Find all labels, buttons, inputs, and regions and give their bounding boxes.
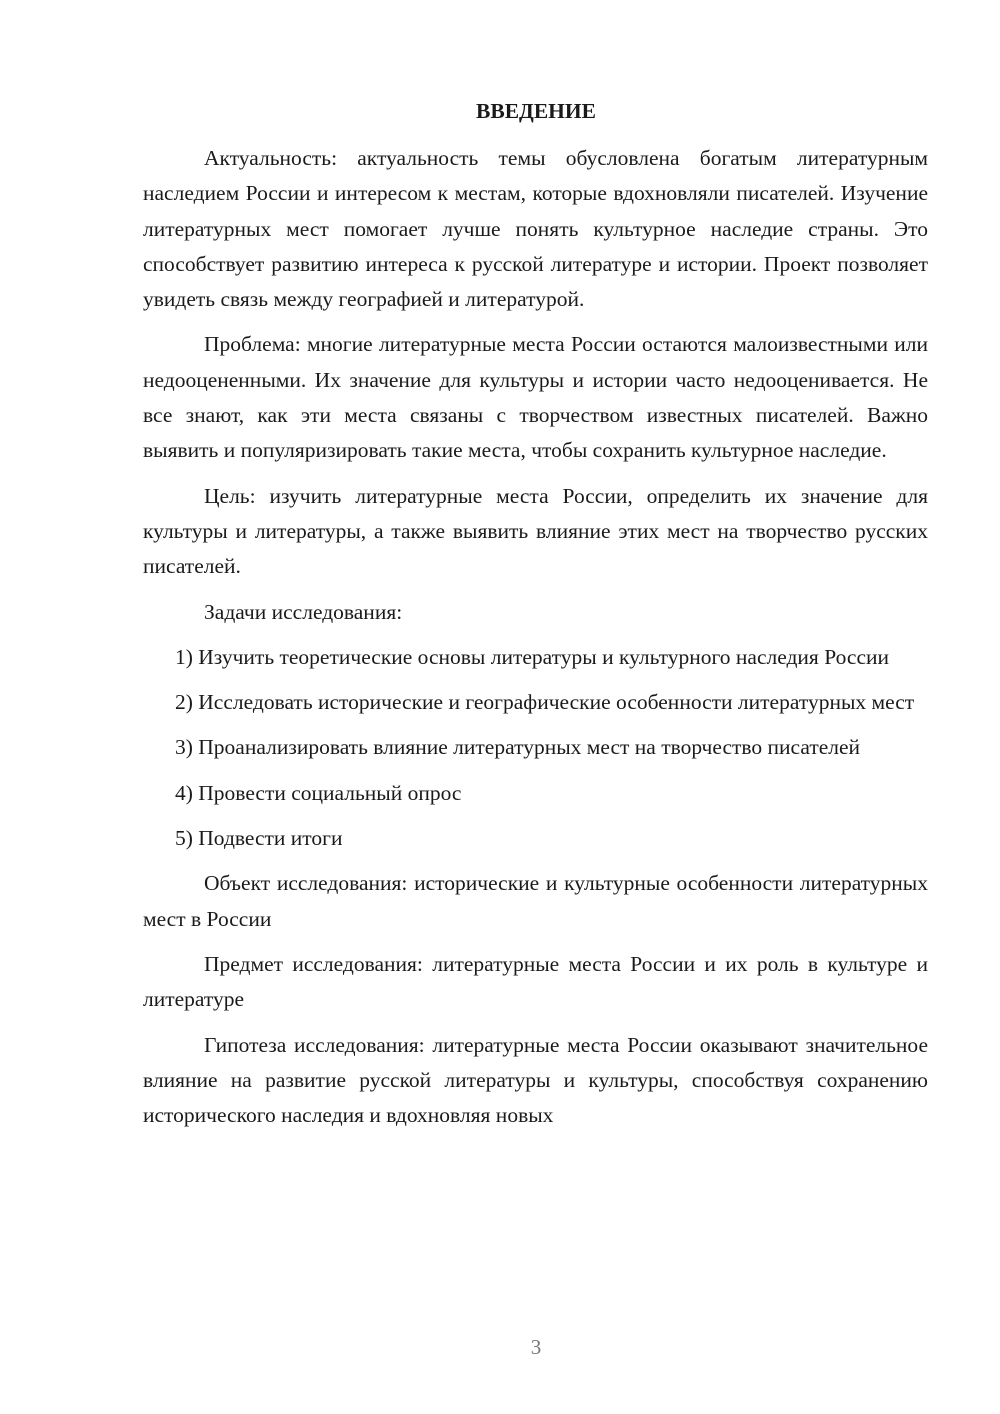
task-item: 1) Изучить теоретические основы литературы и культурного наследия России: [175, 644, 889, 669]
task-item: 3) Проанализировать влияние литературных мест на творчество писателей: [175, 735, 861, 760]
task-item: 2) Исследовать исторические и географические особенности литературных мест: [175, 690, 915, 715]
body-text: [143, 141, 928, 1133]
paragraph-relevance: Актуальность: актуальность темы обусловлена богатым литературным наследием России и интересом к местам, которые вдохновляли писателей. Изучение литературных мест помогает лучше понять культурное наследие страны. Это способствует развитию интереса к русской литературе и истории. Проект позволяет увидеть связь между географией и литературой.: [143, 146, 928, 312]
paragraph-problem: Проблема: многие литературные места России остаются малоизвестными или недооцененными. Их значение для культуры и истории часто недооценивается. Не все знают, как эти места связаны с творчеством известных писателей. Важно выявить и популяризировать такие места, чтобы сохранить культурное наследие.: [143, 332, 928, 463]
page-number: 3: [530, 1335, 542, 1359]
paragraph-tasks-heading: Задачи исследования:: [204, 599, 403, 624]
page-title: ВВЕДЕНИЕ: [476, 99, 596, 123]
paragraph-hypothesis: Гипотеза исследования: литературные места России оказывают значительное влияние на развитие русской литературы и культуры, способствуя сохранению исторического наследия и вдохновляя новых: [143, 1032, 928, 1128]
paragraph-object: Объект исследования: исторические и культурные особенности литературных мест в России: [143, 871, 928, 931]
paragraph-goal: Цель: изучить литературные места России, определить их значение для культуры и литературы, а также выявить влияние этих мест на творчество русских писателей.: [143, 483, 928, 579]
task-item: 5) Подвести итоги: [175, 826, 343, 851]
task-item: 4) Провести социальный опрос: [175, 780, 462, 805]
paragraph-subject: Предмет исследования: литературные места России и их роль в культуре и литературе: [143, 951, 928, 1012]
